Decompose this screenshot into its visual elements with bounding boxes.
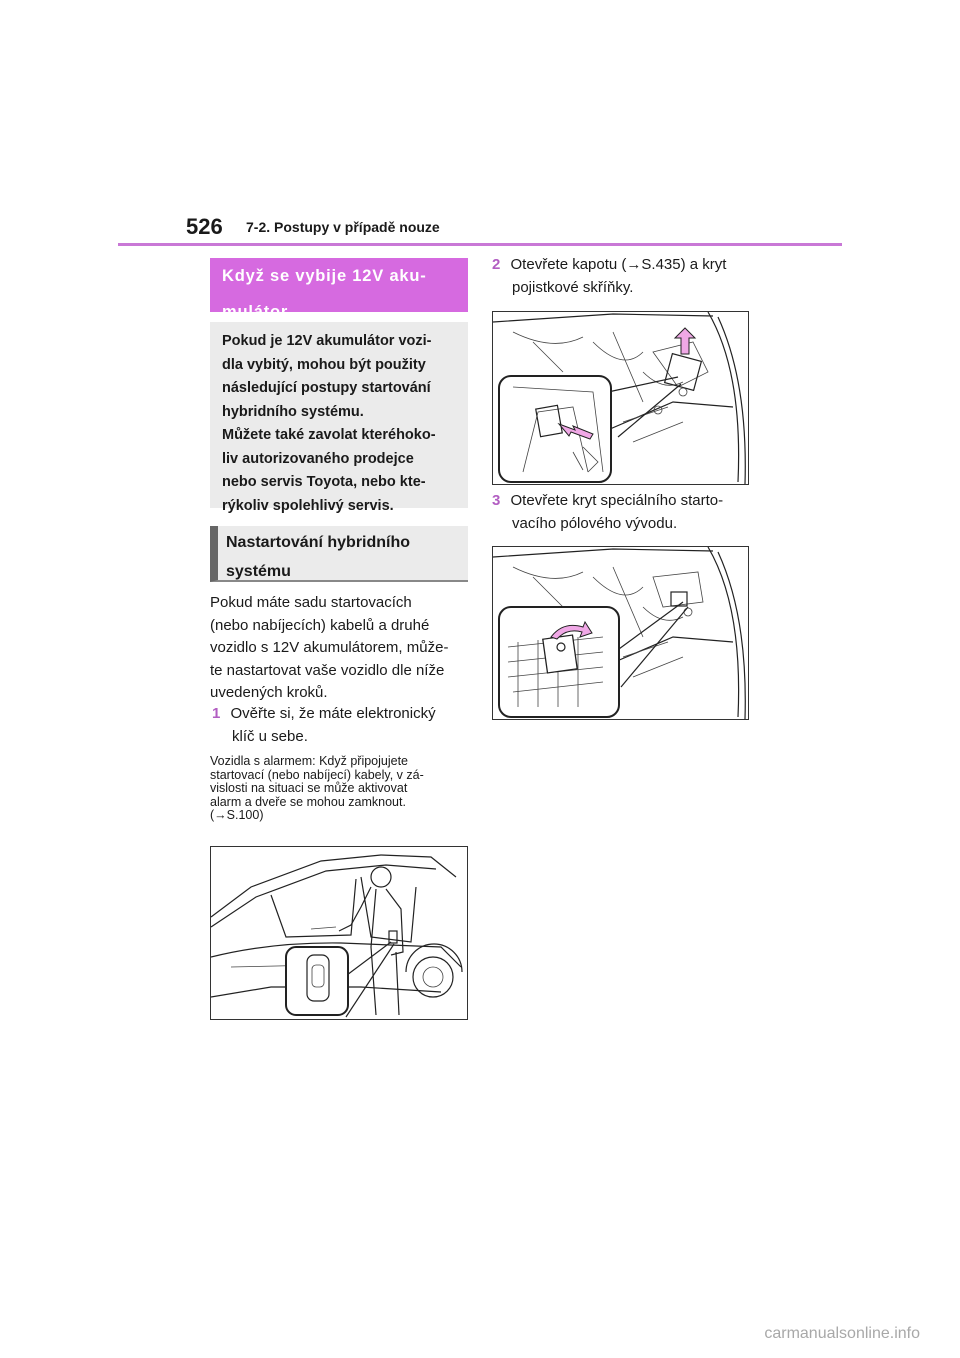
paragraph-line: vozidlo s 12V akumulátorem, může- [210,639,449,656]
figure-key-check [210,846,468,1020]
intro-line: nebo servis Toyota, nebo kte- [222,474,426,490]
intro-line: následující postupy startování [222,380,431,396]
step-2-line1: Otevřete kapotu (→S.435) a kryt [510,256,727,273]
figure-fuse-box [492,311,749,485]
step-3-line1: Otevřete kryt speciálního starto- [510,492,724,509]
paragraph-line: uvedených kroků. [210,684,328,701]
step-1-line1: Ověřte si, že máte elektronický [230,705,436,722]
paragraph-line: (nebo nabíjecích) kabelů a druhé [210,616,430,634]
step-2 [492,254,762,299]
intro-line: Pokud je 12V akumulátor vozi- [222,333,432,349]
page-number: 526 [186,214,223,239]
header-rule [118,243,842,246]
note-line: alarm a dveře se mohou zamknout. [210,794,406,809]
paragraph-line: Pokud máte sadu startovacích [210,594,412,611]
note-line: (→S.100) [210,808,264,823]
section-title: 7-2. Postupy v případě nouze [246,219,440,235]
step-1-line2: klíč u sebe. [232,727,308,745]
main-heading-line2: mulátor [222,303,289,321]
step-1-number: 1 [212,705,221,722]
figure-terminal-cover [492,546,749,720]
paragraph-line: te nastartovat vaše vozidlo dle níže [210,661,445,679]
intro-line: dla vybitý, mohou být použity [222,356,426,373]
intro-box [210,322,468,514]
note-line: Vozidla s alarmem: Když připojujete [210,754,409,768]
alarm-note [210,755,472,823]
subheading-line1: Nastartování hybridního [226,534,411,551]
intro-line: rýkoliv spolehlivý servis. [222,497,394,514]
step-1 [212,703,472,748]
watermark: carmanualsonline.info [764,1325,920,1342]
subheading-line2: systému [226,563,291,580]
note-line: vislosti na situaci se může aktivovat [210,781,408,796]
step-2-line2: pojistkové skříňky. [512,278,634,296]
paragraph [210,592,472,705]
step-2-number: 2 [492,256,501,273]
note-line: startovací (nebo nabíjecí) kabely, v zá- [210,767,424,782]
intro-line: Můžete také zavolat kteréhoko- [222,427,436,443]
step-3-line2: vacího pólového vývodu. [512,514,678,532]
main-heading [210,258,468,321]
step-3 [492,490,762,535]
subheading [210,526,468,582]
intro-line: liv autorizovaného prodejce [222,450,414,467]
main-heading-line1: Když se vybije 12V aku- [222,267,427,285]
intro-line: hybridního systému. [222,403,364,420]
step-3-number: 3 [492,492,501,509]
